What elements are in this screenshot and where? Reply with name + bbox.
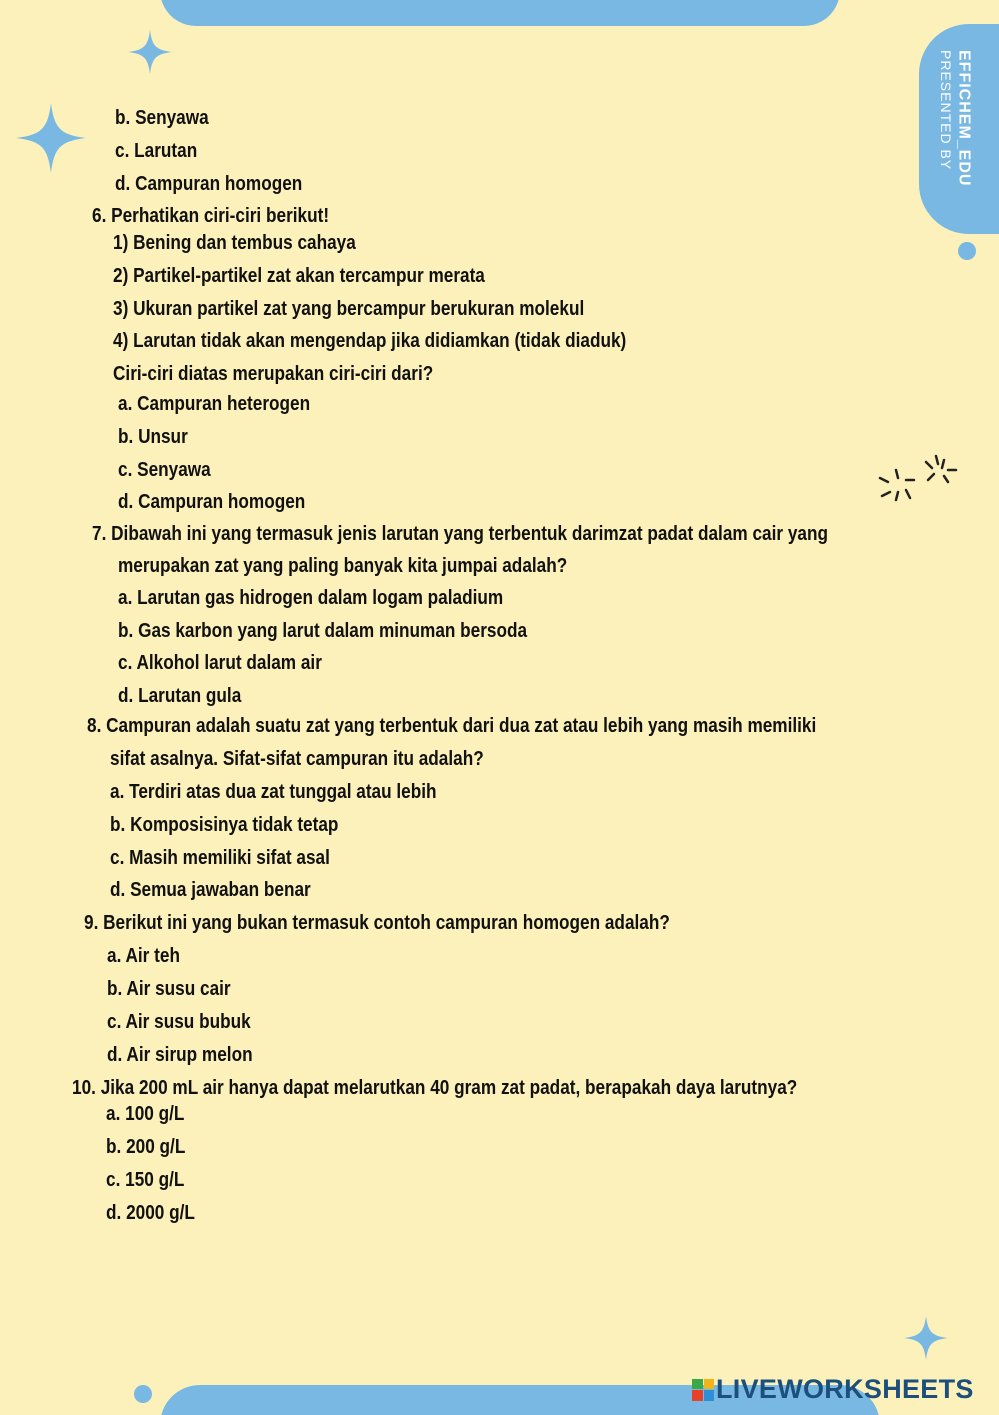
q7-option-c: c. Alkohol larut dalam air <box>118 652 322 674</box>
q10-option-c: c. 150 g/L <box>106 1169 185 1191</box>
top-decorative-band <box>160 0 840 26</box>
q9-option-a: a. Air teh <box>107 945 180 967</box>
q8-option-a: a. Terdiri atas dua zat tunggal atau lebih <box>110 781 437 803</box>
q6-item-3: 3) Ukuran partikel zat yang bercampur berukuran molekul <box>113 298 585 320</box>
q6-option-c: c. Senyawa <box>118 459 211 481</box>
side-tab-text <box>938 50 972 186</box>
q10-option-a: a. 100 g/L <box>106 1103 185 1125</box>
q6-item-2: 2) Partikel-partikel zat akan tercampur merata <box>113 265 485 287</box>
burst-icon <box>872 452 960 508</box>
q5-option-b: b. Senyawa <box>115 107 209 129</box>
logo-text: LIVEWORKSHEETS <box>716 1374 974 1404</box>
liveworksheets-logo-icon <box>692 1379 714 1401</box>
q9-question: 9. Berikut ini yang bukan termasuk contoh campuran homogen adalah? <box>84 912 670 934</box>
q7-option-d: d. Larutan gula <box>118 685 242 707</box>
liveworksheets-logo[interactable] <box>692 1374 974 1405</box>
q6-question: 6. Perhatikan ciri-ciri berikut! <box>92 205 330 227</box>
q8-option-c: c. Masih memiliki sifat asal <box>110 847 330 869</box>
sparkle-icon <box>16 103 86 173</box>
q8-question-line-2: sifat asalnya. Sifat-sifat campuran itu adalah? <box>110 748 484 770</box>
presented-by-label: PRESENTED BY <box>938 50 955 171</box>
q6-option-b: b. Unsur <box>118 426 188 448</box>
q5-option-c: c. Larutan <box>115 140 198 162</box>
decorative-dot <box>958 242 976 260</box>
q7-question-line-1: 7. Dibawah ini yang termasuk jenis larutan yang terbentuk darimzat padat dalam cair yang <box>92 523 828 545</box>
q10-option-b: b. 200 g/L <box>106 1136 186 1158</box>
q5-option-d: d. Campuran homogen <box>115 173 303 195</box>
q6-item-4: 4) Larutan tidak akan mengendap jika didiamkan (tidak diaduk) <box>113 330 627 352</box>
q6-option-d: d. Campuran homogen <box>118 491 306 513</box>
q10-option-d: d. 2000 g/L <box>106 1202 195 1224</box>
q6-item-1: 1) Bening dan tembus cahaya <box>113 232 356 254</box>
q7-option-b: b. Gas karbon yang larut dalam minuman bersoda <box>118 620 528 642</box>
q8-question-line-1: 8. Campuran adalah suatu zat yang terbentuk dari dua zat atau lebih yang masih memiliki <box>87 715 817 737</box>
sparkle-icon <box>128 30 172 74</box>
decorative-dot <box>134 1385 152 1403</box>
q8-option-b: b. Komposisinya tidak tetap <box>110 814 339 836</box>
q10-question: 10. Jika 200 mL air hanya dapat melarutkan 40 gram zat padat, berapakah daya larutnya? <box>72 1077 798 1099</box>
q8-option-d: d. Semua jawaban benar <box>110 879 311 901</box>
q7-option-a: a. Larutan gas hidrogen dalam logam paladium <box>118 587 504 609</box>
q7-question-line-2: merupakan zat yang paling banyak kita jumpai adalah? <box>118 555 568 577</box>
q6-option-a: a. Campuran heterogen <box>118 393 311 415</box>
brand-label: EFFICHEM_EDU <box>955 50 973 187</box>
q9-option-d: d. Air sirup melon <box>107 1044 253 1066</box>
q6-prompt: Ciri-ciri diatas merupakan ciri-ciri dari? <box>113 363 434 385</box>
sparkle-icon <box>904 1316 948 1360</box>
q9-option-c: c. Air susu bubuk <box>107 1011 251 1033</box>
q9-option-b: b. Air susu cair <box>107 978 231 1000</box>
